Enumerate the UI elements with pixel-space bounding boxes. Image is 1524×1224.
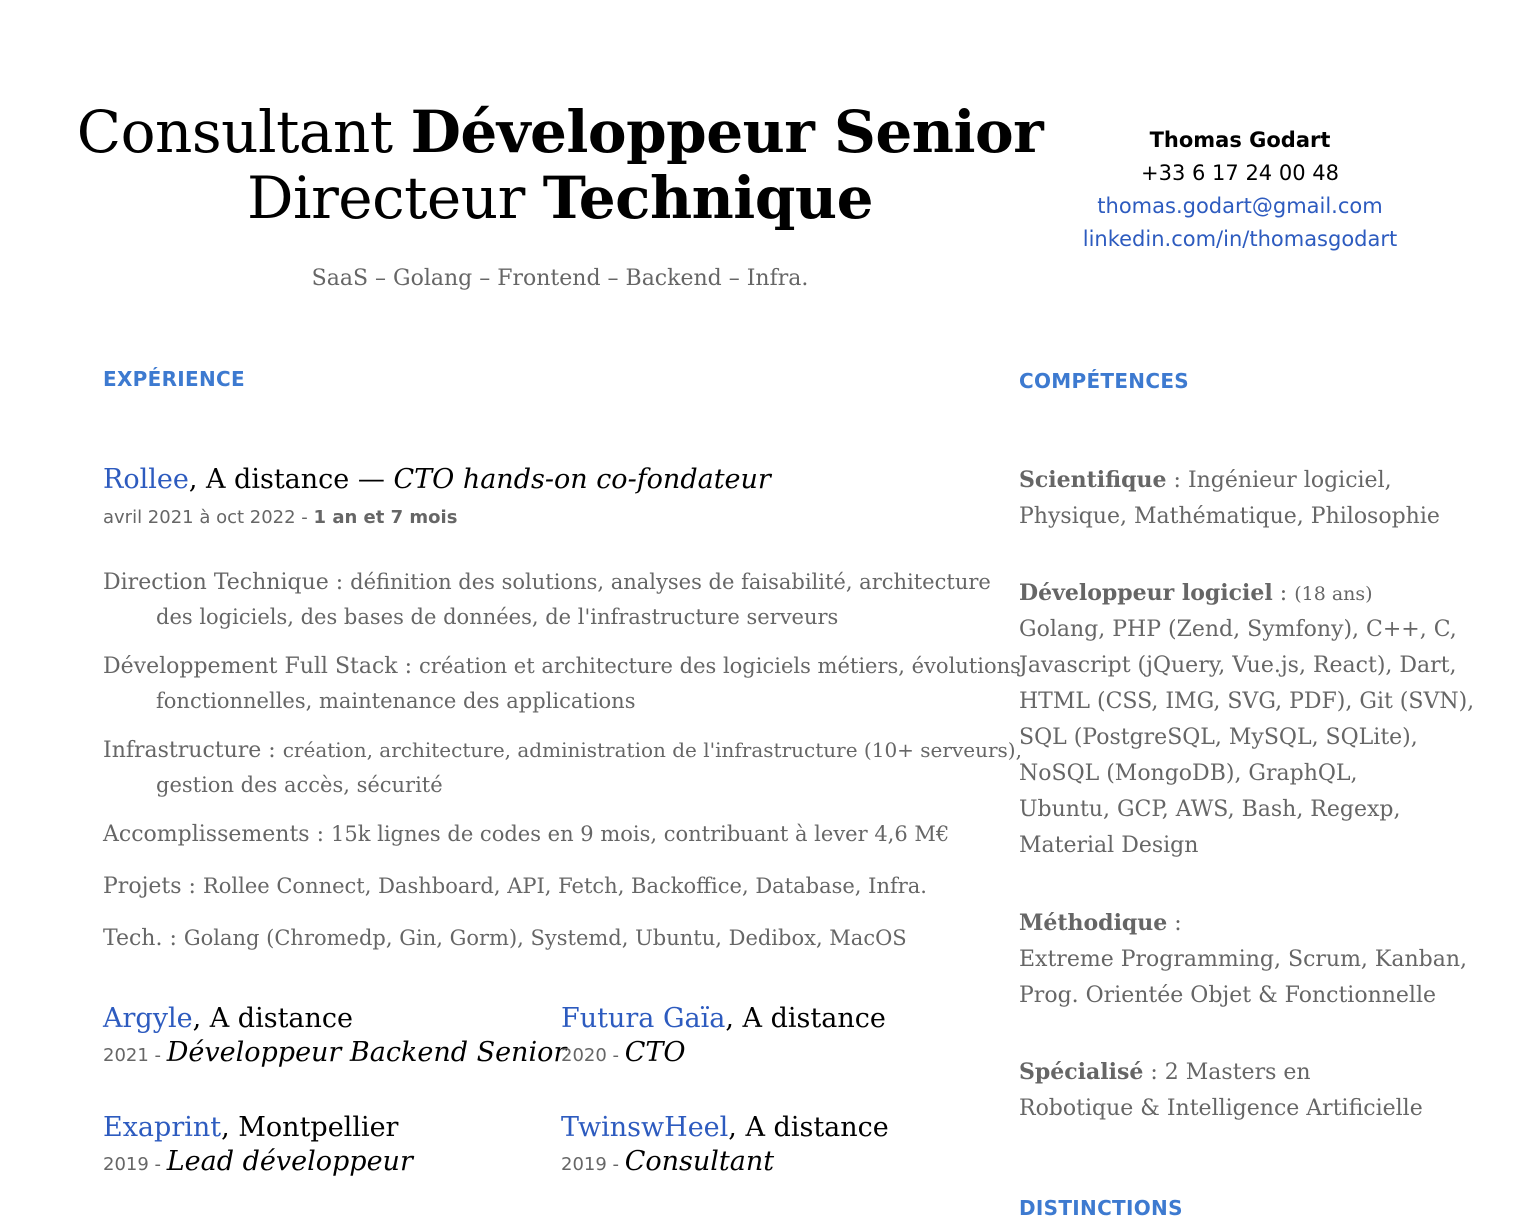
skill-label: Spécialisé — [1019, 1059, 1144, 1085]
job-argyle-heading — [103, 1003, 353, 1034]
job-twinswheel-heading — [561, 1112, 889, 1143]
job-futura-sub — [561, 1037, 686, 1068]
detail-fullstack-cont: fonctionnelles, maintenance des applications — [156, 689, 636, 713]
skill-text: Ubuntu, GCP, AWS, Bash, Regexp, — [1019, 797, 1401, 822]
skill-text: Ingénieur logiciel, — [1187, 468, 1392, 493]
skill-separator: : — [1272, 581, 1295, 606]
contact-linkedin-link[interactable]: linkedin.com/in/thomasgodart — [1082, 227, 1398, 251]
detail-infrastructure-cont: gestion des accès, sécurité — [156, 773, 443, 797]
skill-text: Material Design — [1019, 833, 1199, 858]
skill-text: Prog. Orientée Objet & Fonctionnelle — [1019, 983, 1437, 1008]
tagline: SaaS – Golang – Frontend – Backend – Infra. — [311, 266, 809, 291]
job-company-link[interactable]: TwinswHeel — [561, 1112, 729, 1143]
detail-text: création, architecture, administration de l'infrastructure (10+ serveurs), — [282, 738, 1022, 762]
skill-method — [1019, 905, 1467, 1014]
skill-text: Physique, Mathématique, Philosophie — [1019, 504, 1440, 529]
job-location: , A distance — [192, 1003, 354, 1034]
title-role2-main: Technique — [542, 164, 873, 232]
detail-text: définition des solutions, analyses de faisabilité, architecture — [350, 570, 991, 594]
detail-infrastructure — [103, 738, 1022, 763]
job-location: , A distance — [728, 1112, 889, 1143]
job-company-link[interactable]: Argyle — [103, 1003, 193, 1034]
job-location: , A distance — [725, 1003, 886, 1034]
job-exaprint-sub — [103, 1146, 413, 1177]
skill-text: 2 Masters en — [1164, 1060, 1311, 1085]
skill-specialized — [1019, 1054, 1423, 1127]
skill-label: Développeur logiciel — [1019, 580, 1273, 606]
job-argyle-sub — [103, 1037, 566, 1068]
detail-label: Infrastructure : — [103, 738, 283, 763]
job-company-link[interactable]: Futura Gaïa — [561, 1003, 726, 1034]
detail-label: Direction Technique : — [103, 570, 351, 595]
job-futura-heading — [561, 1003, 886, 1034]
skill-text: Extreme Programming, Scrum, Kanban, — [1019, 947, 1468, 972]
main-job-role: CTO hands-on co-fondateur — [393, 464, 771, 495]
contact-name: Thomas Godart — [1149, 128, 1331, 152]
job-role: Consultant — [624, 1146, 775, 1177]
distinctions-heading: DISTINCTIONS — [1019, 1196, 1183, 1220]
detail-projects — [103, 874, 927, 899]
detail-label: Tech. : — [103, 926, 184, 951]
detail-text: Rollee Connect, Dashboard, API, Fetch, Backoffice, Database, Infra. — [202, 874, 927, 898]
skill-text: HTML (CSS, IMG, SVG, PDF), Git (SVN), — [1019, 689, 1475, 714]
skill-text: Robotique & Intelligence Artificielle — [1019, 1096, 1423, 1121]
job-role: Développeur Backend Senior — [166, 1037, 567, 1068]
title-role2-prefix: Directeur — [247, 164, 543, 232]
main-job-dates — [103, 507, 457, 528]
detail-accomplishments — [103, 822, 949, 847]
job-year: 2021 - — [103, 1045, 167, 1066]
skills-heading: COMPÉTENCES — [1019, 369, 1189, 393]
detail-label: Accomplissements : — [103, 822, 331, 847]
skill-text: SQL (PostgreSQL, MySQL, SQLite), — [1019, 725, 1418, 750]
job-company-link[interactable]: Exaprint — [103, 1112, 222, 1143]
title-role-prefix: Consultant — [76, 98, 411, 166]
skill-developer — [1019, 575, 1474, 864]
detail-text: 15k lignes de codes en 9 mois, contribuant à lever 4,6 M€ — [330, 822, 950, 846]
main-job-location: , A distance — — [188, 464, 394, 495]
skill-text: Javascript (jQuery, Vue.js, React), Dart, — [1019, 653, 1457, 678]
skill-label: Scientifique — [1019, 467, 1167, 493]
detail-label: Projets : — [103, 874, 203, 899]
skill-years: (18 ans) — [1294, 583, 1373, 605]
skill-separator: : — [1143, 1060, 1165, 1085]
skill-scientific — [1019, 462, 1440, 535]
job-year: 2019 - — [103, 1154, 167, 1175]
main-job-date-range: avril 2021 à oct 2022 - — [103, 507, 314, 528]
skill-text: NoSQL (MongoDB), GraphQL, — [1019, 761, 1358, 786]
detail-text: création et architecture des logiciels métiers, évolutions — [419, 654, 1021, 678]
job-year: 2019 - — [561, 1154, 625, 1175]
skill-label: Méthodique — [1019, 910, 1168, 936]
job-year: 2020 - — [561, 1045, 625, 1066]
job-location: , Montpellier — [221, 1112, 399, 1143]
job-twinswheel-sub — [561, 1146, 774, 1177]
skill-separator: : — [1166, 468, 1188, 493]
detail-direction — [103, 570, 991, 595]
detail-direction-cont: des logiciels, des bases de données, de l'infrastructure serveurs — [156, 605, 839, 629]
skill-text: Golang, PHP (Zend, Symfony), C++, C, — [1019, 617, 1457, 642]
detail-text: Golang (Chromedp, Gin, Gorm), Systemd, Ubuntu, Dedibox, MacOS — [183, 926, 907, 950]
main-job-duration: 1 an et 7 mois — [313, 507, 458, 528]
contact-phone: +33 6 17 24 00 48 — [1141, 161, 1339, 185]
title-line-1 — [60, 98, 1060, 166]
job-role: CTO — [624, 1037, 686, 1068]
title-role-main: Développeur Senior — [410, 98, 1044, 166]
detail-label: Développement Full Stack : — [103, 654, 420, 679]
detail-fullstack — [103, 654, 1021, 679]
main-job-heading — [103, 464, 771, 495]
main-job-company-link[interactable]: Rollee — [103, 464, 189, 495]
title-line-2 — [60, 164, 1060, 232]
experience-heading: EXPÉRIENCE — [103, 367, 245, 391]
detail-tech — [103, 926, 907, 951]
skill-separator: : — [1167, 911, 1182, 936]
job-exaprint-heading — [103, 1112, 398, 1143]
contact-email-link[interactable]: thomas.godart@gmail.com — [1097, 194, 1383, 218]
job-role: Lead développeur — [166, 1146, 413, 1177]
